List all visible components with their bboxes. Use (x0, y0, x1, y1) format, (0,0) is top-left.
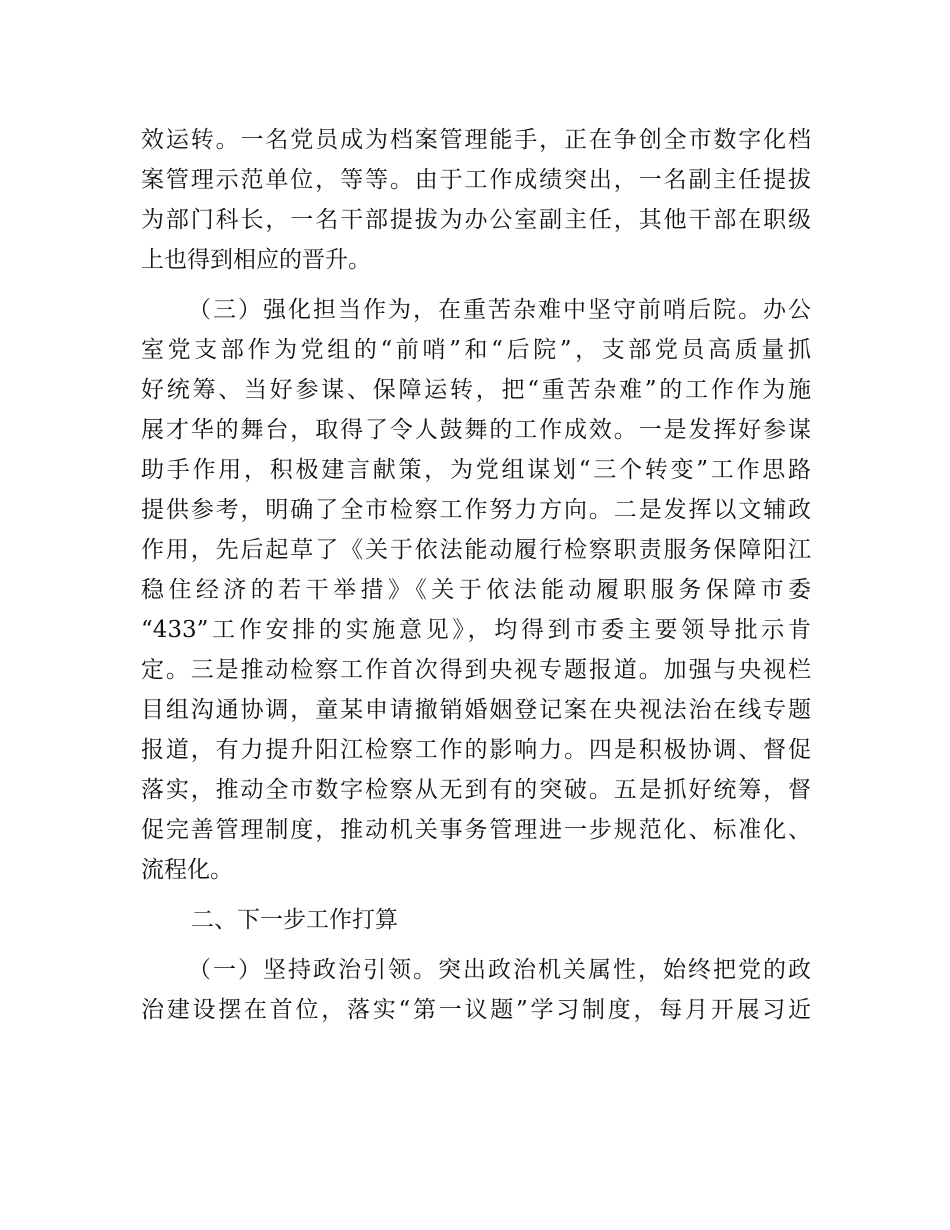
paragraph-3 (141, 950, 811, 1030)
text-line: 流程化。 (141, 857, 233, 883)
text-line: 促完善管理制度，推动机关事务管理进一步规范化、标准化、 (141, 817, 811, 843)
text-line: 展才华的舞台，取得了令人鼓舞的工作成效。一是发挥好参谋 (141, 417, 811, 443)
text-line: 效运转。一名党员成为档案管理能手，正在争创全市数字化档 (141, 127, 811, 153)
text-line: 目组沟通协调，童某申请撤销婚姻登记案在央视法治在线专题 (141, 697, 811, 723)
text-line: “433”工作安排的实施意见》，均得到市委主要领导批示肯 (141, 617, 811, 643)
text-line: 提供参考，明确了全市检察工作努力方向。二是发挥以文辅政 (141, 497, 811, 523)
paragraph-spacer (141, 280, 811, 290)
text-line: 稳住经济的若干举措》《关于依法能动履职服务保障市委 (141, 577, 811, 603)
text-line: 为部门科长，一名干部提拔为办公室副主任，其他干部在职级 (141, 207, 811, 233)
paragraph-spacer (141, 940, 811, 950)
document-body (141, 120, 811, 1030)
text-line: 治建设摆在首位，落实“第一议题”学习制度，每月开展习近 (141, 997, 811, 1023)
text-line: 作用，先后起草了《关于依法能动履行检察职责服务保障阳江 (141, 537, 811, 563)
text-line: 上也得到相应的晋升。 (141, 247, 371, 273)
text-line: 报道，有力提升阳江检察工作的影响力。四是积极协调、督促 (141, 737, 811, 763)
paragraph-spacer (141, 890, 811, 900)
text-line: 室党支部作为党组的“前哨”和“后院”，支部党员高质量抓 (141, 337, 811, 363)
paragraph-2 (141, 290, 811, 890)
text-line: （三）强化担当作为，在重苦杂难中坚守前哨后院。办公 (188, 297, 811, 323)
text-line: （一）坚持政治引领。突出政治机关属性，始终把党的政 (188, 957, 811, 983)
text-line: 案管理示范单位，等等。由于工作成绩突出，一名副主任提拔 (141, 167, 811, 193)
text-line: 好统筹、当好参谋、保障运转，把“重苦杂难”的工作作为施 (141, 377, 811, 403)
text-line: 助手作用，积极建言献策，为党组谋划“三个转变”工作思路 (141, 457, 811, 483)
text-line: 落实，推动全市数字检察从无到有的突破。五是抓好统筹，督 (141, 777, 811, 803)
paragraph-1 (141, 120, 811, 280)
text-line: 定。三是推动检察工作首次得到央视专题报道。加强与央视栏 (141, 657, 811, 683)
section-heading: 二、下一步工作打算 (191, 907, 398, 933)
